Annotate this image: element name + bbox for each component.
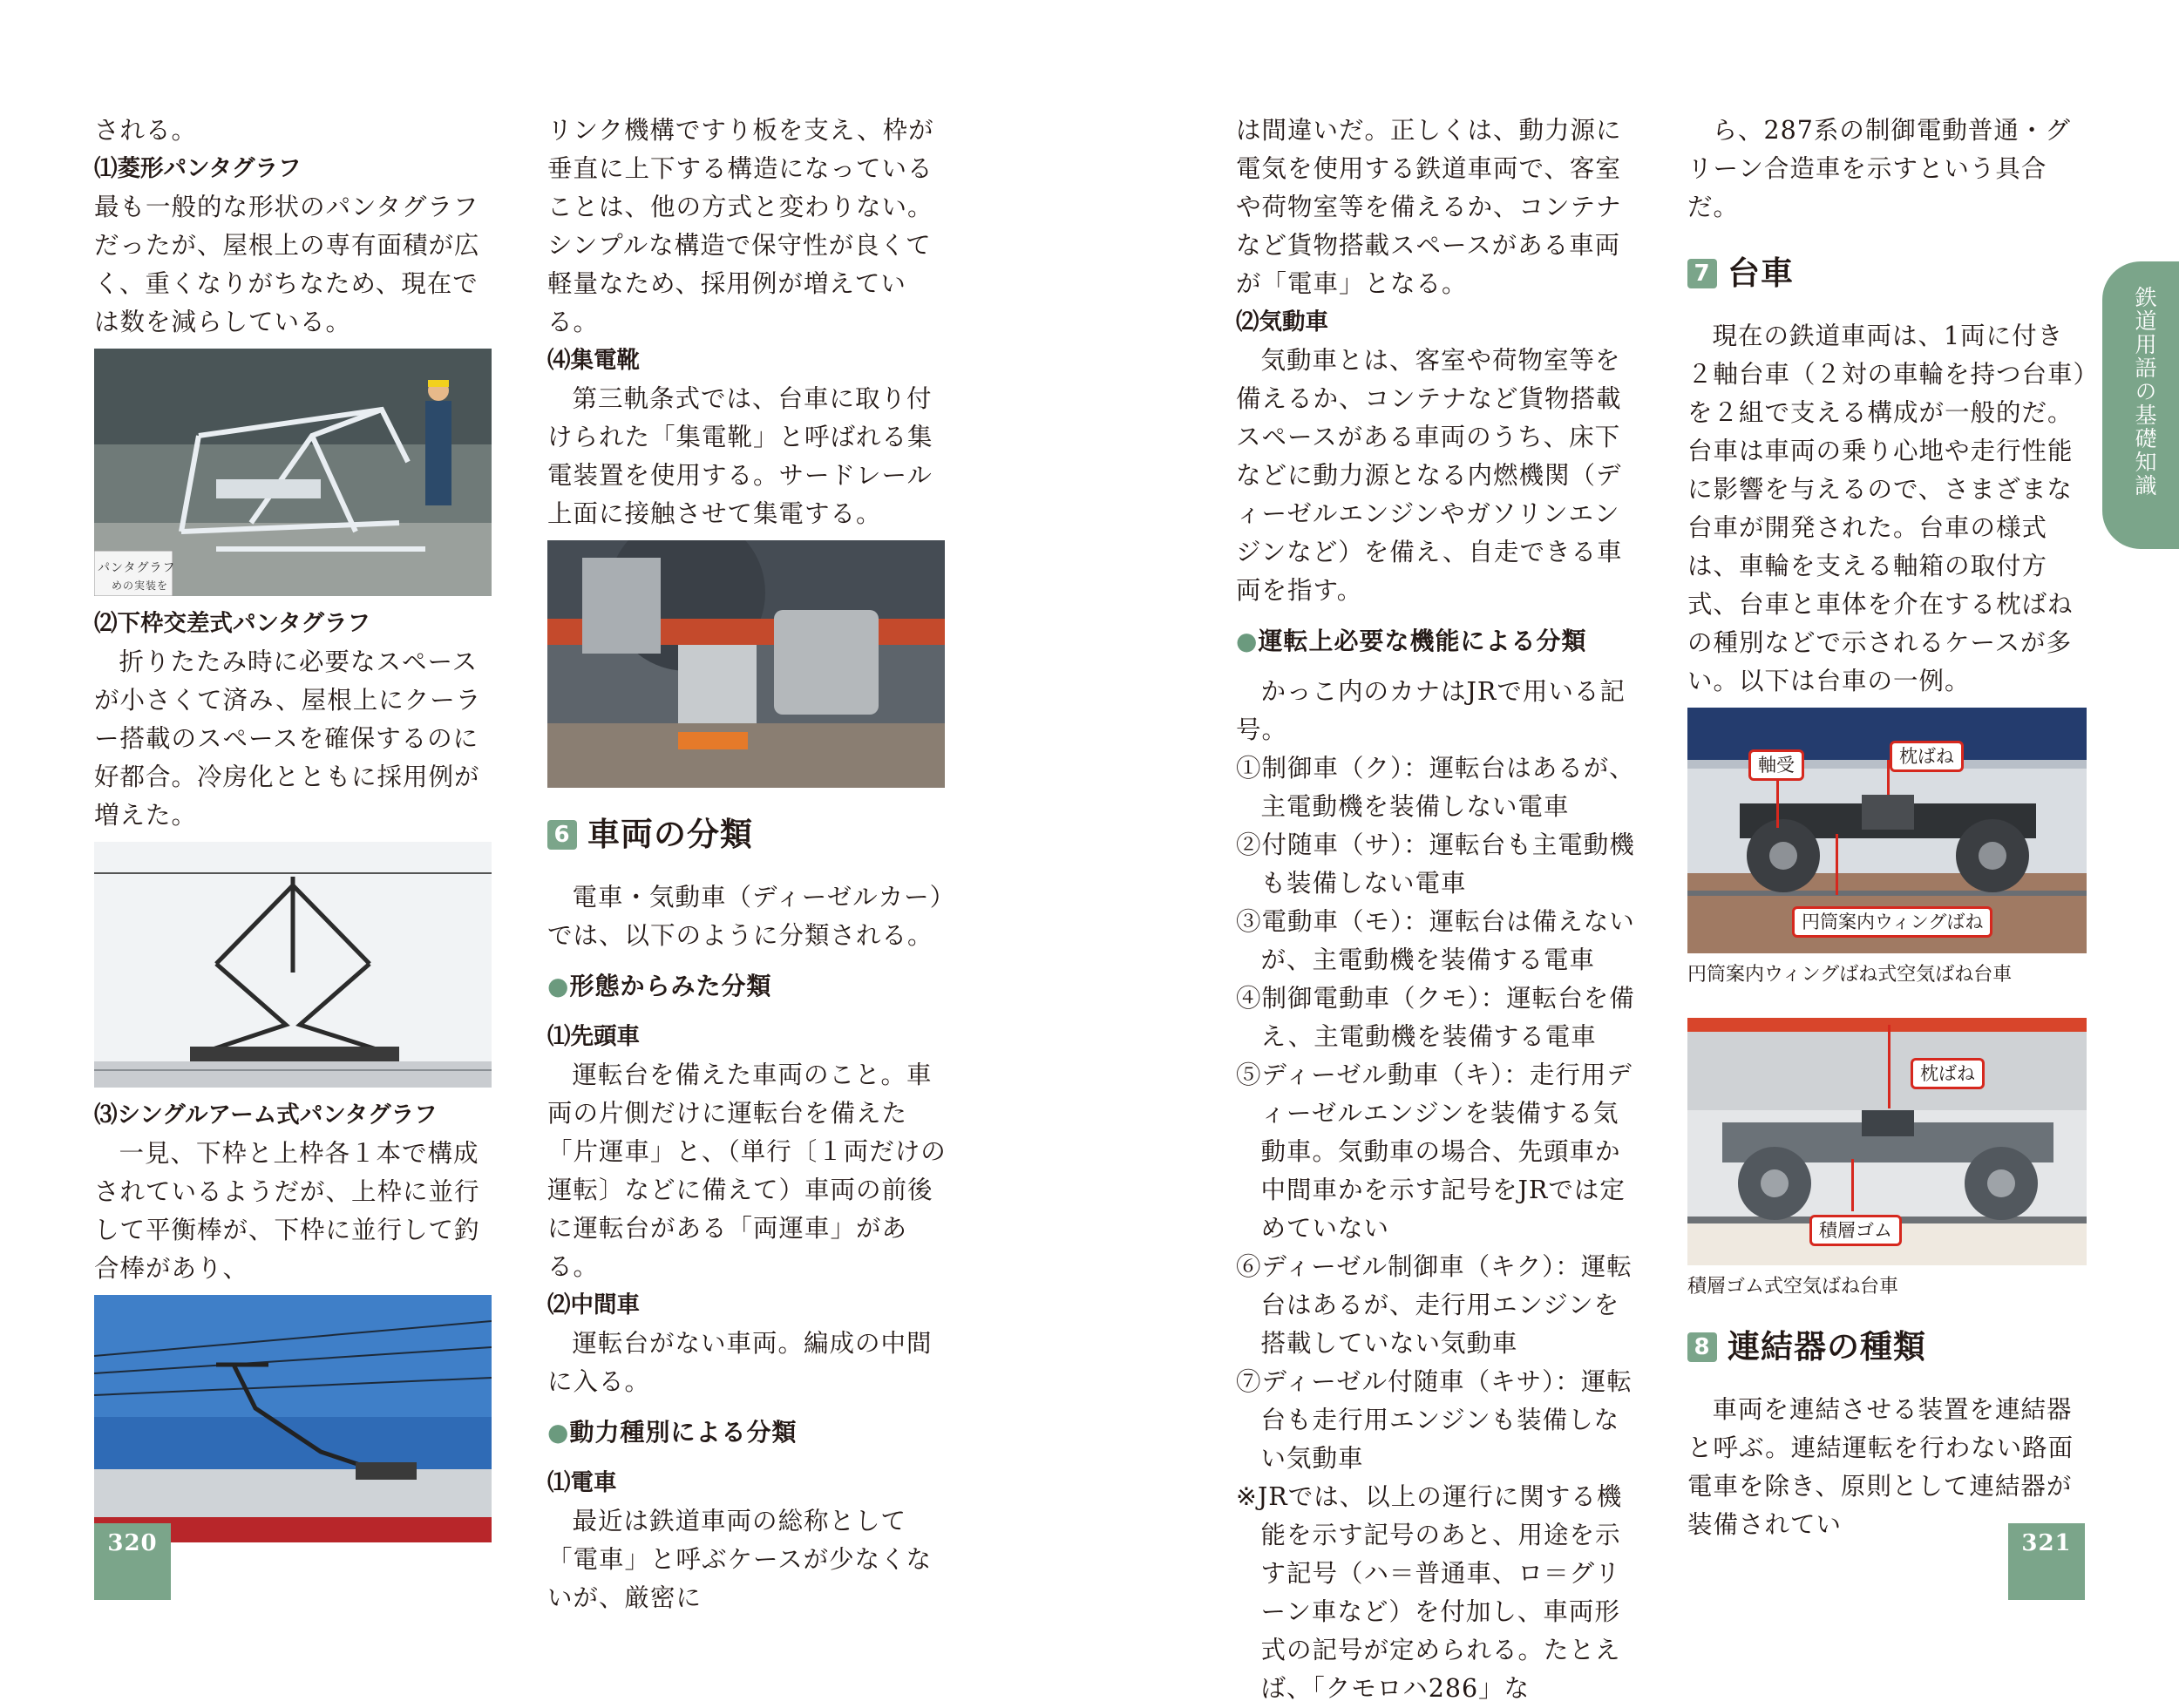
paragraph-classification-intro: 電車・気動車（ディーゼルカー）では、以下のように分類される。 bbox=[547, 883, 943, 950]
paragraph-diesel-car: 気動車とは、客室や荷物室等を備えるか、コンテナなど貨物搭載スペースがある車両のうち、床下などに動力源となる内燃機関（ディーゼルエンジンやガソリンエンジンなど）を備え、自走できる車両を指す。 bbox=[1236, 346, 1623, 605]
subheading-diesel-car: ⑵気動車 bbox=[1236, 308, 1328, 336]
bullet-heading-power: ●動力種別による分類 bbox=[547, 1418, 798, 1447]
section-7-number: 7 bbox=[1687, 259, 1717, 288]
paragraph-coupler: 車両を連結させる装置を連結器と呼ぶ。連結運転を行わない路面電車を除き、原則として連結器が装備されてい bbox=[1687, 1395, 2074, 1539]
caption-bogie-1: 円筒案内ウィングばね式空気ばね台車 bbox=[1687, 964, 2013, 986]
list-item: ②付随車（サ）：運転台も主電動機も装備しない電車 bbox=[1236, 830, 1635, 898]
subheading-rhombus-pantograph: ⑴菱形パンタグラフ bbox=[94, 155, 302, 182]
photo-bogie-wing-spring bbox=[1687, 708, 2087, 953]
subheading-single-arm-pantograph: ⑶シングルアーム式パンタグラフ bbox=[94, 1101, 438, 1128]
photo-cross-arm-svg bbox=[94, 842, 492, 1088]
paragraph-kana-note: かっこ内のカナはJRで用いる記号。 bbox=[1236, 677, 1626, 744]
subheading-lead-car: ⑴先頭車 bbox=[547, 1023, 640, 1050]
right-col-1 bbox=[1236, 112, 1639, 1708]
photo-single-arm-svg bbox=[94, 1295, 492, 1542]
page-number-right: 321 bbox=[2008, 1523, 2085, 1600]
text-continuation: される。 bbox=[94, 116, 198, 145]
side-tab-chapter bbox=[2102, 261, 2179, 549]
section-6-title: 車両の分類 bbox=[587, 816, 753, 853]
list-item: ⑦ディーゼル付随車（キサ）：運転台も走行用エンジンも装備しない気動車 bbox=[1236, 1367, 1633, 1473]
subheading-middle-car: ⑵中間車 bbox=[547, 1291, 640, 1318]
section-6-heading bbox=[547, 810, 948, 859]
section-8-number: 8 bbox=[1687, 1332, 1717, 1362]
section-7-title: 台車 bbox=[1728, 254, 1794, 292]
callout-bolster-spring: 枕ばね bbox=[1890, 741, 1964, 772]
callout-axle-bearing: 軸受 bbox=[1748, 749, 1804, 781]
caption-bogie-2: 積層ゴム式空気ばね台車 bbox=[1687, 1276, 1899, 1298]
list-item: ①制御車（ク）：運転台はあるが、主電動機を装備しない電車 bbox=[1236, 754, 1635, 821]
subheading-collector-shoe: ⑷集電靴 bbox=[547, 347, 640, 374]
list-item-note: ※JRでは、以上の運行に関する機能を示す記号のあと、用途を示す記号（ハ＝普通車、ロ＝グリーン車など）を付加し、車両形式の記号が定められる。たとえば、「クモロハ286」な bbox=[1236, 1482, 1623, 1703]
paragraph-jr-code-cont: ら、287系の制御電動普通・グリーン合造車を示すという具合だ。 bbox=[1687, 116, 2071, 221]
page-number-left: 320 bbox=[94, 1523, 171, 1600]
left-col-2 bbox=[547, 112, 948, 1617]
photo-sign-text-2: めの実装を bbox=[112, 580, 169, 592]
paragraph-middle-car: 運転台がない車両。編成の中間に入る。 bbox=[547, 1329, 933, 1396]
paragraph-single-arm-cont: リンク機構ですり板を支え、枠が垂直に上下する構造になっていることは、他の方式と変わりない。シンプルな構造で保守性が良くて軽量なため、採用例が増えている。 bbox=[547, 116, 934, 336]
paragraph-collector-shoe: 第三軌条式では、台車に取り付けられた「集電靴」と呼ばれる集電装置を使用する。サードレール上面に接触させて集電する。 bbox=[547, 384, 933, 528]
callout-laminated-rubber: 積層ゴム bbox=[1809, 1215, 1902, 1246]
photo-sign-text: パンタグラフ bbox=[98, 561, 176, 575]
paragraph-bogie: 現在の鉄道車両は、1両に付き２軸台車（２対の車輪を持つ台車）を２組で支える構成が一般的だ。台車は車両の乗り心地や走行性能に影響を与えるので、さまざまな台車が開発された。台車の様式は、車輪を支える軸箱の取付方式、台車と車体を介在する枕ばねの種別などで示されるケースが多い。以下は台車の一例。 bbox=[1687, 322, 2087, 695]
photo-cross-arm-pantograph bbox=[94, 842, 492, 1088]
section-7-heading bbox=[1687, 249, 2088, 298]
photo-rhombus-svg bbox=[94, 349, 492, 596]
section-8-heading bbox=[1687, 1323, 2088, 1372]
right-col-2 bbox=[1687, 112, 2088, 1544]
photo-rhombus-pantograph bbox=[94, 349, 492, 596]
photo-collector-shoe-svg bbox=[547, 540, 945, 788]
photo-single-arm-pantograph bbox=[94, 1295, 492, 1542]
bullet-heading-function: ●運転上必要な機能による分類 bbox=[1236, 627, 1587, 655]
paragraph-lead-car: 運転台を備えた車両のこと。車両の片側だけに運転台を備えた「片運車」と、（単行〔１両だけの運転〕などに備えて）車両の前後に運転台がある「両運車」がある。 bbox=[547, 1061, 947, 1281]
left-col-1 bbox=[94, 112, 492, 1551]
bullet-heading-form: ●形態からみた分類 bbox=[547, 972, 772, 1000]
callout-bolster-spring-2: 枕ばね bbox=[1911, 1058, 1985, 1089]
list-item: ④制御電動車（クモ）：運転台を備え、主電動機を装備する電車 bbox=[1236, 984, 1635, 1051]
side-tab-label: 鉄道用語の基礎知識 bbox=[2132, 286, 2157, 498]
paragraph-single-arm: 一見、下枠と上枠各１本で構成されているようだが、上枠に並行して平衡棒が、下枠に並行して釣合棒があり、 bbox=[94, 1139, 480, 1283]
subheading-electric-car: ⑴電車 bbox=[547, 1469, 617, 1496]
callout-wing-spring: 円筒案内ウィングばね bbox=[1792, 906, 1992, 938]
list-item: ⑤ディーゼル動車（キ）：走行用ディーゼルエンジンを装備する気動車。気動車の場合、先頭車か中間車かを示す記号をJRでは定めていない bbox=[1236, 1061, 1633, 1243]
photo-collector-shoe bbox=[547, 540, 945, 788]
paragraph-rhombus: 最も一般的な形状のパンタグラフだったが、屋根上の専有面積が広く、重くなりがちなため、現在では数を減らしている。 bbox=[94, 193, 480, 336]
paragraph-electric-car-cont: は間違いだ。正しくは、動力源に電気を使用する鉄道車両で、客室や荷物室等を備えるか、コンテナなど貨物搭載スペースがある車両が「電車」となる。 bbox=[1236, 116, 1622, 298]
subheading-cross-arm-pantograph: ⑵下枠交差式パンタグラフ bbox=[94, 610, 370, 637]
paragraph-electric-car: 最近は鉄道車両の総称として「電車」と呼ぶケースが少なくないが、厳密に bbox=[547, 1507, 933, 1612]
section-8-title: 連結器の種類 bbox=[1728, 1328, 1926, 1366]
list-item: ③電動車（モ）：運転台は備えないが、主電動機を装備する電車 bbox=[1236, 907, 1635, 974]
list-item: ⑥ディーゼル制御車（キク）：運転台はあるが、走行用エンジンを搭載していない気動車 bbox=[1236, 1252, 1633, 1358]
photo-bogie-laminated-rubber bbox=[1687, 1018, 2087, 1265]
section-6-number: 6 bbox=[547, 820, 577, 850]
paragraph-cross-arm: 折りたたみ時に必要なスペースが小さくて済み、屋根上にクーラー搭載のスペースを確保するのに好都合。冷房化とともに採用例が増えた。 bbox=[94, 647, 482, 830]
